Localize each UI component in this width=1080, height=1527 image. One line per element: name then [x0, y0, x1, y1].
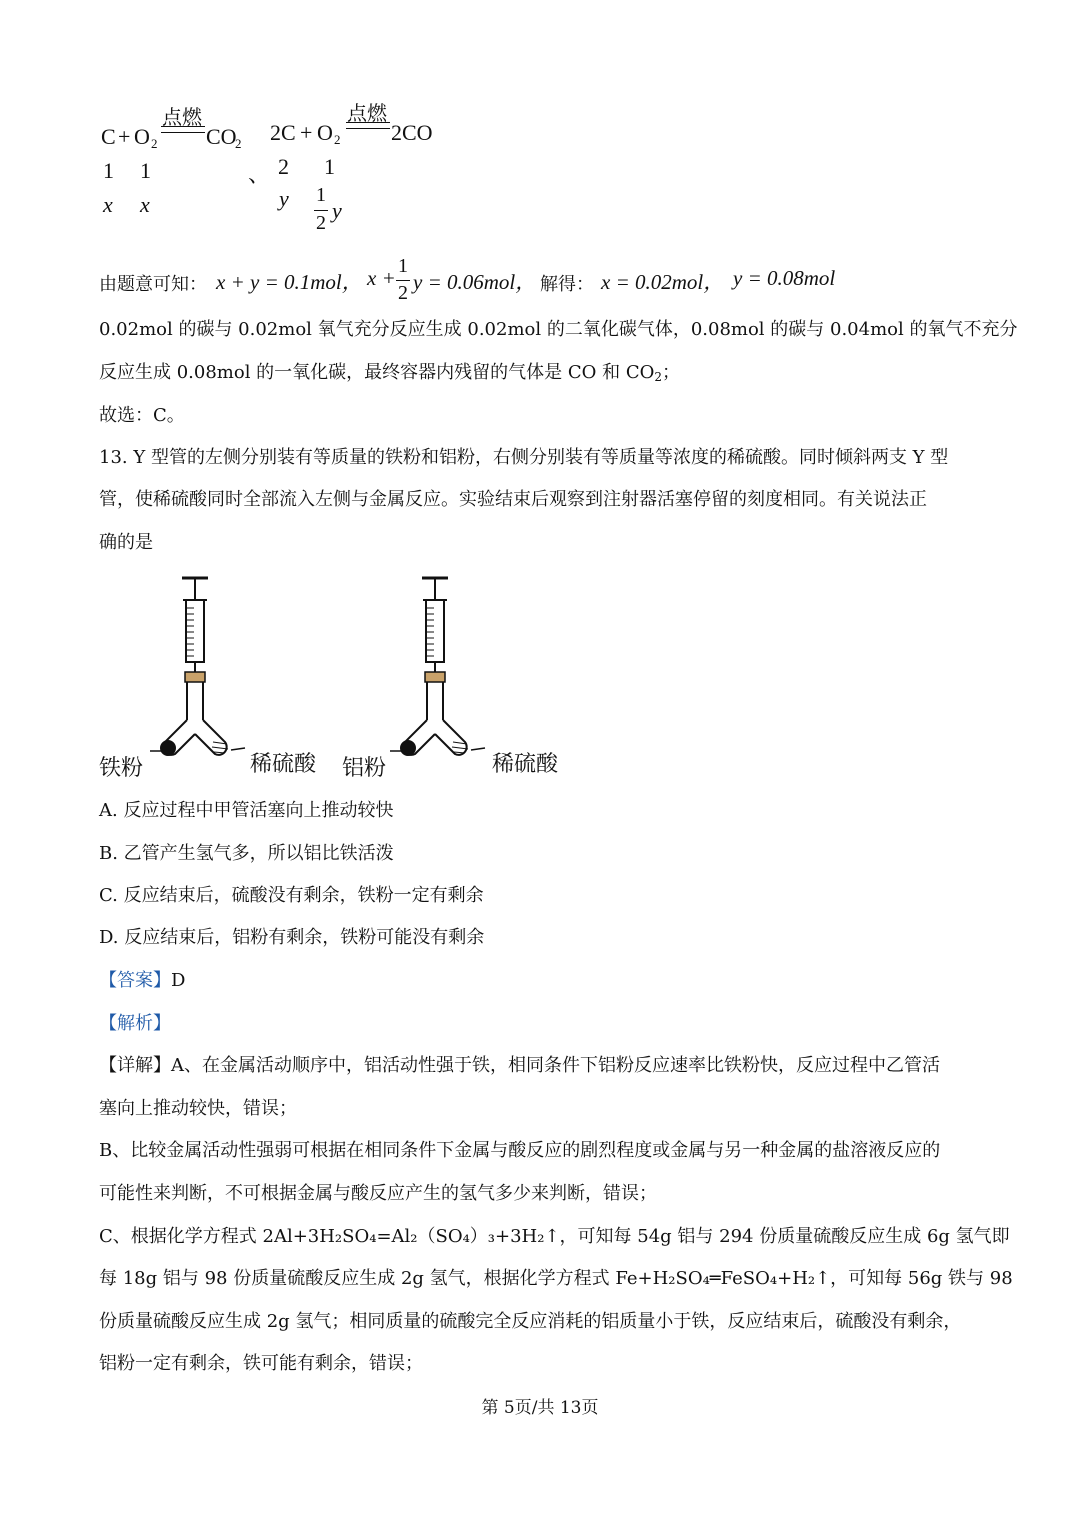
eq2-reactant-o: O [317, 120, 333, 145]
answer-line [99, 970, 185, 992]
solve-mid: 解得： [540, 274, 594, 295]
solve-frac-denominator: 2 [398, 282, 408, 304]
label-dilute-sulfuric-acid-left: 稀硫酸 [250, 752, 317, 777]
detail-line: 份质量硫酸反应生成 2g 氢气；相同质量的硫酸完全反应消耗的铝质量小于铁，反应结束后，硫酸没有剩余， [99, 1311, 962, 1332]
solve-eq2-left: x + [367, 266, 396, 290]
eq1-var-2: x [140, 192, 150, 217]
eq2-equals-bar [346, 122, 390, 129]
solve-prefix: 由题意可知： [99, 274, 207, 295]
eq2-frac-var: y [332, 198, 342, 223]
detail-line: 铝粉一定有剩余，铁可能有剩余，错误； [99, 1353, 423, 1374]
detail-text: A、在金属活动顺序中，铝活动性强于铁，相同条件下铝粉反应速率比铁粉快，反应过程中乙管活 [171, 1055, 940, 1076]
equation-separator: 、 [248, 162, 271, 187]
eq1-o-sub: 2 [151, 136, 158, 151]
label-iron-powder: 铁粉 [99, 756, 144, 781]
solve-y-value: y = 0.08mol [733, 266, 836, 290]
analysis-tag: 【解析】 [99, 1013, 171, 1034]
page-footer: 第 5页/共 13页 [481, 1398, 599, 1418]
paragraph-line [99, 362, 680, 388]
paragraph-text: 反应生成 0.08mol 的一氧化碳，最终容器内残留的气体是 CO 和 CO [99, 362, 655, 383]
eq1-ratio-1: 1 [103, 158, 114, 183]
eq1-ratio-2: 1 [140, 158, 151, 183]
solve-eq1: x + y = 0.1mol， [216, 270, 363, 294]
eq2-product: 2CO [391, 120, 433, 145]
eq2-frac-bar [314, 210, 328, 211]
eq1-plus: + [118, 124, 131, 149]
paragraph-text: ； [662, 362, 681, 383]
detail-line: 每 18g 铝与 98 份质量硫酸反应生成 2g 氢气，根据化学方程式 Fe+H₂SO₄═FeSO₄+H₂↑，可知每 56g 铁与 98 [99, 1268, 1013, 1289]
option-a: A. 反应过程中甲管活塞向上推动较快 [99, 800, 394, 821]
eq2-frac-denominator: 2 [316, 212, 326, 234]
eq1-product: CO [206, 124, 237, 149]
eq2-o-sub: 2 [334, 132, 341, 147]
eq2-frac-numerator: 1 [316, 184, 326, 206]
eq1-reactant-o: O [134, 124, 150, 149]
label-dilute-sulfuric-acid-right: 稀硫酸 [492, 752, 559, 777]
solve-eq2-right: y = 0.06mol， [413, 270, 537, 294]
option-b: B. 乙管产生氢气多，所以铝比铁活泼 [99, 843, 394, 864]
solve-frac-bar [396, 280, 410, 281]
question-13-line: 13. Y 型管的左侧分别装有等质量的铁粉和铝粉，右侧分别装有等质量等浓度的稀硫酸。同时倾斜两支 Y 型 [99, 447, 949, 468]
paragraph-line: 0.02mol 的碳与 0.02mol 氧气充分反应生成 0.02mol 的二氧化碳气体，0.08mol 的碳与 0.04mol 的氧气不充分 [99, 319, 1018, 340]
subscript: 2 [654, 370, 663, 384]
eq2-var-y: y [279, 186, 289, 211]
option-d: D. 反应结束后，铝粉有剩余，铁粉可能没有剩余 [99, 927, 485, 948]
eq1-product-sub: 2 [235, 136, 242, 151]
question-13-line: 确的是 [99, 532, 153, 553]
detail-line: 可能性来判断，不可根据金属与酸反应产生的氢气多少来判断，错误； [99, 1183, 657, 1204]
detail-line [99, 1055, 940, 1077]
eq1-var-1: x [103, 192, 113, 217]
eq2-plus: + [300, 120, 313, 145]
solve-frac-numerator: 1 [398, 255, 408, 277]
detail-line: 塞向上推动较快，错误； [99, 1098, 297, 1119]
detail-line: B、比较金属活动性强弱可根据在相同条件下金属与酸反应的剧烈程度或金属与另一种金属的盐溶液反应的 [99, 1140, 941, 1161]
eq1-equals-bar [161, 126, 205, 133]
detail-line: C、根据化学方程式 2Al+3H₂SO₄=Al₂（SO₄）₃+3H₂↑，可知每 54g 铝与 294 份质量硫酸反应生成 6g 氢气即 [99, 1226, 1010, 1247]
eq1-reactant-c: C [101, 124, 116, 149]
eq2-ratio-2: 1 [324, 154, 335, 179]
eq2-condition: 点燃 [347, 101, 387, 125]
option-c: C. 反应结束后，硫酸没有剩余，铁粉一定有剩余 [99, 885, 484, 906]
eq1-condition: 点燃 [162, 105, 202, 129]
eq2-reactant-c: 2C [270, 120, 296, 145]
question-13-line: 管，使稀硫酸同时全部流入左侧与金属反应。实验结束后观察到注射器活塞停留的刻度相同。有关说法正 [99, 489, 927, 510]
label-aluminum-powder: 铝粉 [342, 756, 387, 781]
answer-tag: 【答案】 [99, 970, 171, 991]
solve-x-value: x = 0.02mol， [601, 270, 725, 294]
detail-tag: 【详解】 [99, 1055, 171, 1076]
paragraph-line: 故选：C。 [99, 405, 185, 426]
answer-value: D [171, 970, 186, 991]
eq2-ratio-1: 2 [278, 154, 289, 179]
